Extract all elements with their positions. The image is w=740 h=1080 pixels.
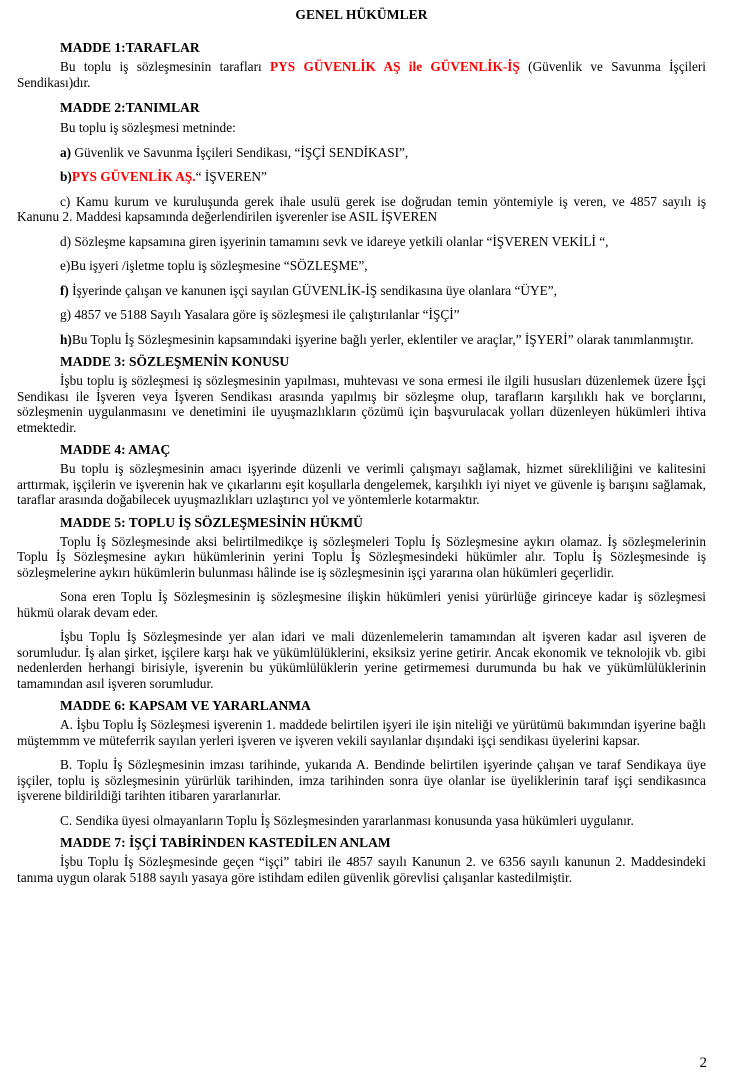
definition-f-label: f): [60, 282, 69, 298]
article-3-text: İşbu toplu iş sözleşmesi iş sözleşmesinin yapılması, muhtevası ve sona ermesi ile ilgili hususları düzenlemek üzere İşçi Sendikası ile İşveren veya İşveren Sendikası arasında yapılmış bir sözleşme olup, tarafların karşılıklı hak ve borçlarını, sözleşmenin uygulanmasını ve denetimini ile uyuşmazlıkların çözümü için başvurulacak yolları düzenleyen hükümleri ihtiva etmektedir.: [17, 373, 706, 435]
article-6-paragraph-b: B. Toplu İş Sözleşmesinin imzası tarihinde, yukarıda A. Bendinde belirtilen işyerinde çalışan ve taraf Sendikaya üye işçiler, toplu iş sözleşmesinin yürürlük tarihinden, imza tarihinden sonra üye olanlar ise üyeliklerinin taraf işçi sendikasınca işverene bildirildiği tarihten itibaren yararlanırlar.: [17, 757, 706, 803]
document-title: GENEL HÜKÜMLER: [295, 7, 428, 22]
definition-b: [17, 169, 706, 185]
definition-a-text: Güvenlik ve Savunma İşçileri Sendikası, “İŞÇİ SENDİKASI”,: [71, 144, 409, 160]
article-5-paragraph-1: Toplu İş Sözleşmesinde aksi belirtilmedikçe iş sözleşmeleri Toplu İş Sözleşmesine aykırı olamaz. İş sözleşmelerinin Toplu İş Sözleşmesine aykırı hükümlerinin yerini Toplu İş Sözleşmesindeki hükümler alır. Toplu İş Sözleşmesinde iş sözleşmelerine aykırı hükümlerin bulunması hâlinde ise iş sözleşmesinin işçi yararına olan hükümleri geçerlidir.: [17, 533, 706, 580]
article-2-heading: MADDE 2:TANIMLAR: [60, 100, 200, 115]
definition-b-label: b): [60, 169, 72, 184]
article-2-intro: Bu toplu iş sözleşmesi metninde:: [60, 120, 236, 135]
definition-d: d) Sözleşme kapsamına giren işyerinin tamamını sevk ve idareye yetkili olanlar “İŞVEREN VEKİLİ “,: [60, 233, 609, 249]
definition-a: [17, 145, 706, 161]
article-1-heading: MADDE 1:TARAFLAR: [60, 40, 200, 55]
document-page: [17, 0, 706, 885]
article-5-heading: MADDE 5: TOPLU İŞ SÖZLEŞMESİNİN HÜKMÜ: [60, 514, 363, 530]
definition-e: e)Bu işyeri /işletme toplu iş sözleşmesine “SÖZLEŞME”,: [60, 258, 368, 273]
article-1-text: [17, 59, 706, 90]
article-5-paragraph-3: İşbu Toplu İş Sözleşmesinde yer alan idari ve mali düzenlemelerin tamamından alt işveren kadar asıl işveren de sorumludur. İş alan şirket, işçilere karşı hak ve yükümlülüklerini, eksiksiz yerine getirir. Ancak ekonomik ve teknolojik vb. gibi nedenlerden herhangi birisiyle, işverenin bu yükümlülüklerin yerine getirmemesi durumunda bu hak ve yükümlülüklerinin tamamından asıl işveren sorumludur.: [17, 629, 706, 691]
article-6-paragraph-a: A. İşbu Toplu İş Sözleşmesi işverenin 1. maddede belirtilen işyeri ile işin niteliği ve yürütümü bakımından işyerine bağlı müştemmm ve müteferrik sayılan yerleri işveren ve işveren vekili sayılanlar dışındaki işçi sendikası üyelerini kapsar.: [17, 717, 706, 748]
article-7-text: İşbu Toplu İş Sözleşmesinde geçen “işçi” tabiri ile 4857 sayılı Kanunun 2. ve 6356 sayılı kanunun 2. Maddesindeki tanıma uygun olarak 5188 sayılı yasaya göre istihdam edilen güvenlik görevlisi çalışanlar kastedilmiştir.: [17, 854, 706, 885]
definition-a-label: a): [60, 144, 72, 160]
definition-h-text: Bu Toplu İş Sözleşmesinin kapsamındaki işyerine bağlı yerler, eklentiler ve araçlar,” İŞYERİ” olarak tanımlanmıştır.: [71, 331, 694, 347]
article-6-paragraph-c: C. Sendika üyesi olmayanların Toplu İş Sözleşmesinden yararlanması konusunda yasa hükümleri uygulanır.: [60, 812, 634, 828]
definition-h: [17, 332, 706, 348]
definition-b-text: “ İŞVEREN”: [195, 169, 267, 184]
article-4-heading: MADDE 4: AMAÇ: [60, 442, 171, 457]
page-number: 2: [699, 1055, 707, 1071]
article-3-heading: MADDE 3: SÖZLEŞMENİN KONUSU: [60, 354, 290, 369]
article-6-heading: MADDE 6: KAPSAM VE YARARLANMA: [60, 698, 311, 713]
definition-c: c) Kamu kurum ve kuruluşunda gerek ihale usulü gerek ise doğrudan temin yöntemiyle iş veren, ve 4857 sayılı iş Kanunu 2. Maddesi kapsamında değerlendirilen işverenler ise ASIL İŞVEREN: [17, 193, 706, 224]
article-1-text-pre: Bu toplu iş sözleşmesinin tarafları: [60, 59, 271, 74]
article-1-text-post: (Güvenlik ve Savunma İşçileri Sendikası)dır.: [17, 59, 707, 90]
article-5-paragraph-2: Sona eren Toplu İş Sözleşmesinin iş sözleşmesine ilişkin hükümleri yenisi yürürlüğe girinceye kadar iş sözleşmesi hükmü olarak devam eder.: [17, 589, 706, 620]
article-7-heading: MADDE 7: İŞÇİ TABİRİNDEN KASTEDİLEN ANLAM: [60, 835, 391, 850]
definition-f-text: İşyerinde çalışan ve kanunen işçi sayılan GÜVENLİK-İŞ sendikasına üye olanlara “ÜYE”,: [68, 282, 557, 298]
parties-highlight: PYS GÜVENLİK AŞ ile GÜVENLİK-İŞ: [270, 59, 520, 74]
definition-g: g) 4857 ve 5188 Sayılı Yasalara göre iş sözleşmesi ile çalıştırılanlar “İŞÇİ”: [60, 307, 460, 322]
definition-f: [17, 283, 706, 299]
article-4-text: Bu toplu iş sözleşmesinin amacı işyerinde düzenli ve verimli çalışmayı sağlamak, hizmet sürekliliğini ve kalitesini arttırmak, işçilerin ve işverenin hak ve çıkarlarını eşit koşullarla dengelemek, karşılıklı iyi niyet ve güvenle iş barışını sağlamak, taraflar arasında doğabilecek uyuşmazlıkları uzlaştırıcı yol ve yöntemlerle kotarmaktır.: [17, 461, 706, 507]
definition-h-label: h): [60, 331, 72, 347]
employer-name-highlight: PYS GÜVENLİK AŞ.: [71, 169, 196, 184]
